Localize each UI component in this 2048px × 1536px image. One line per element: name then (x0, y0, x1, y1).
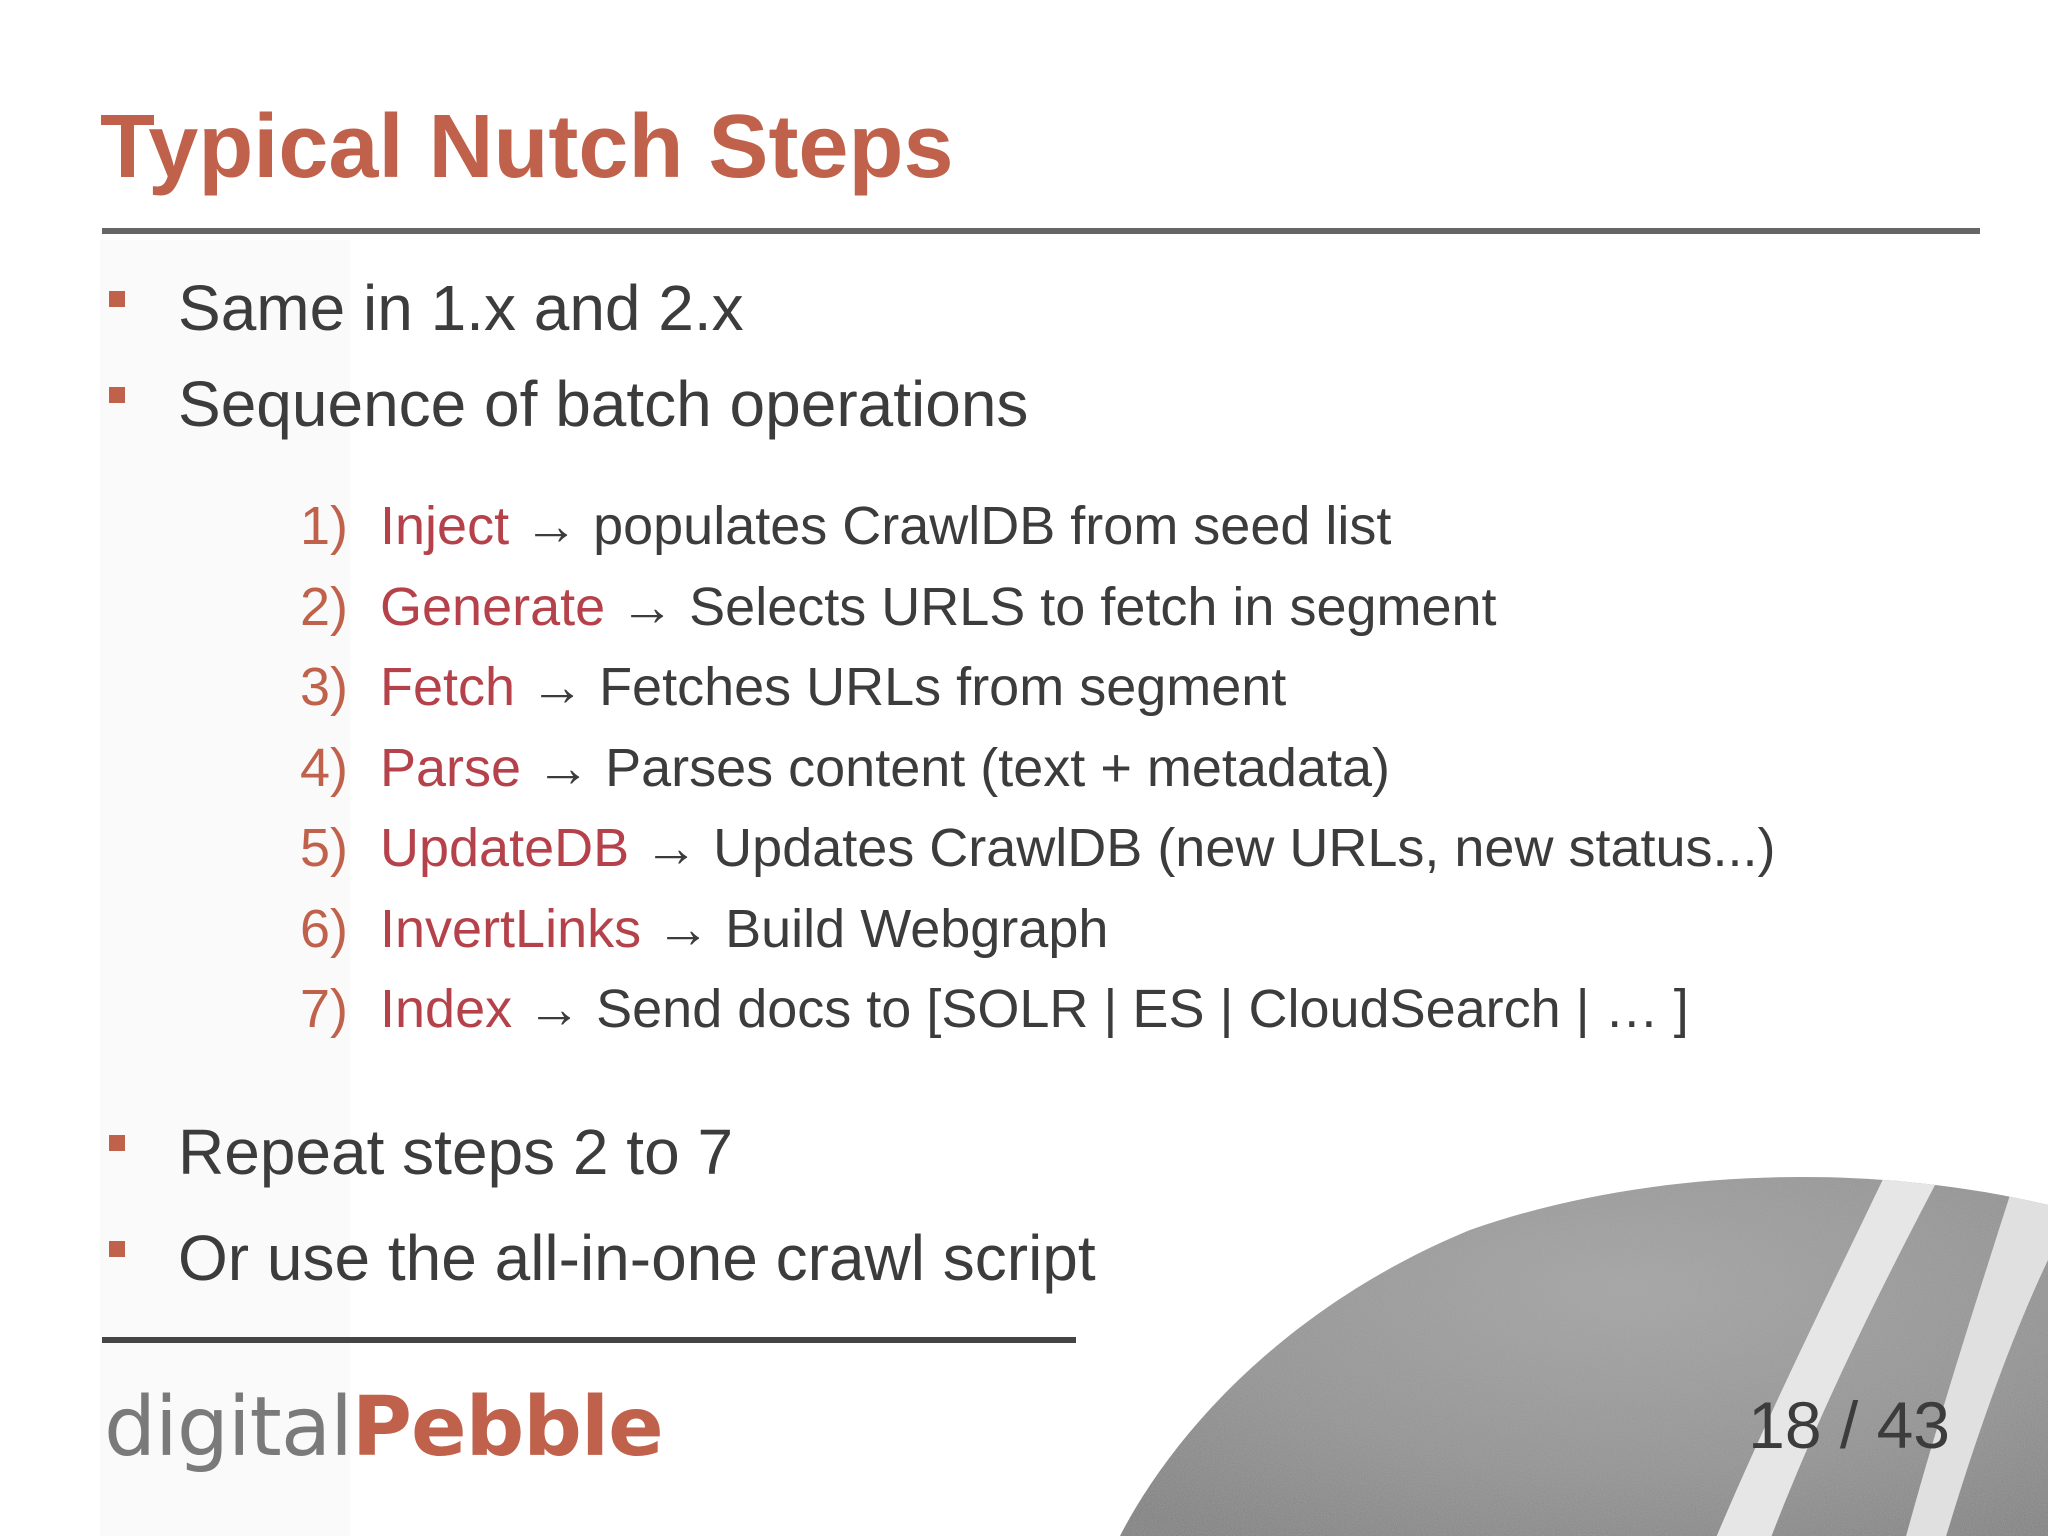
step-number: 6) (300, 898, 349, 959)
footer-divider (102, 1337, 1076, 1343)
step-item (300, 647, 1776, 728)
bullet-text: Same in 1.x and 2.x (178, 272, 744, 344)
step-item (300, 969, 1776, 1050)
step-description: → Fetches URLs from segment (515, 657, 1287, 717)
step-item (300, 728, 1776, 809)
square-bullet-icon (109, 291, 125, 307)
step-number: 4) (300, 737, 349, 798)
logo-text-pebble: Pebble (351, 1380, 663, 1475)
step-description: → Build Webgraph (641, 898, 1109, 959)
page-number: 18 / 43 (1748, 1388, 1950, 1462)
step-item (300, 808, 1776, 889)
step-description: → Selects URLS to fetch in segment (605, 576, 1497, 637)
step-description: → Send docs to [SOLR | ES | CloudSearch | … ] (512, 979, 1689, 1039)
step-description: → Parses content (text + metadata) (521, 737, 1390, 798)
bullet-text: Sequence of batch operations (178, 368, 1029, 440)
square-bullet-icon (109, 1135, 125, 1151)
bullet-text: Repeat steps 2 to 7 (178, 1116, 734, 1188)
step-name: Index (380, 979, 513, 1039)
bullet-text: Or use the all-in-one crawl script (178, 1222, 1096, 1294)
steps-list (300, 486, 1776, 1050)
step-name: UpdateDB (380, 818, 630, 878)
step-name: Generate (380, 576, 606, 637)
step-item (300, 486, 1776, 567)
step-description: → Updates CrawlDB (new URLs, new status...) (629, 818, 1776, 878)
slide-title: Typical Nutch Steps (100, 97, 954, 197)
square-bullet-icon (109, 387, 125, 403)
step-number: 7) (300, 979, 349, 1039)
bullet-item (0, 364, 1400, 444)
step-name: Inject (380, 496, 510, 556)
step-number: 2) (300, 576, 349, 637)
logo-text-digital: digital (104, 1380, 352, 1475)
square-bullet-icon (109, 1241, 125, 1257)
step-name: InvertLinks (380, 898, 642, 959)
step-item (300, 889, 1776, 970)
step-name: Fetch (380, 657, 516, 717)
step-number: 3) (300, 657, 349, 717)
step-item (300, 567, 1776, 648)
step-description: → populates CrawlDB from seed list (509, 496, 1392, 556)
title-divider (102, 228, 1980, 234)
bullet-item (0, 1218, 1400, 1298)
digitalpebble-logo (104, 1378, 663, 1478)
bullet-item (0, 268, 1400, 348)
step-name: Parse (380, 737, 522, 798)
bullet-item (0, 1112, 1400, 1192)
step-number: 5) (300, 818, 349, 878)
step-number: 1) (300, 496, 349, 556)
